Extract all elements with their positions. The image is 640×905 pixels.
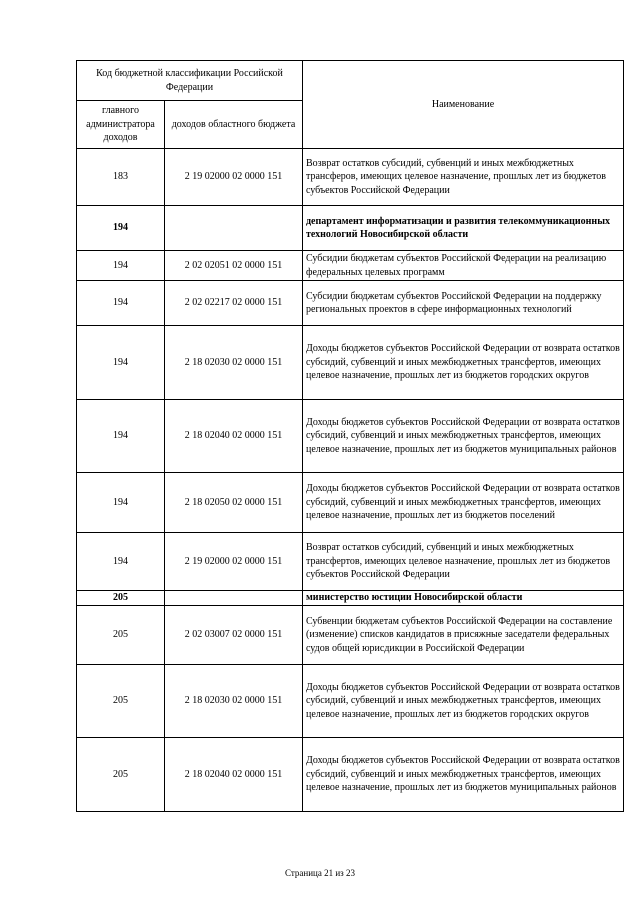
table-row bbox=[77, 251, 624, 281]
admin-code-cell: 194 bbox=[77, 473, 165, 533]
name-column-header: Наименование bbox=[303, 61, 624, 149]
admin-code-cell: 194 bbox=[77, 281, 165, 326]
revenue-code-cell: 2 18 02030 02 0000 151 bbox=[165, 665, 303, 738]
code-column-header: доходов областного бюджета bbox=[165, 101, 303, 149]
revenue-code-cell: 2 19 02000 02 0000 151 bbox=[165, 533, 303, 591]
table-row bbox=[77, 533, 624, 591]
revenue-code-cell bbox=[165, 206, 303, 251]
admin-code-cell: 205 bbox=[77, 606, 165, 665]
department-name-cell: департамент информатизации и развития телекоммуникационных технологий Новосибирской области bbox=[303, 206, 624, 251]
kbk-group-header: Код бюджетной классификации Российской Федерации bbox=[77, 61, 303, 101]
table-row bbox=[77, 606, 624, 665]
table-row bbox=[77, 326, 624, 400]
admin-code-cell: 183 bbox=[77, 149, 165, 206]
revenue-code-cell: 2 02 03007 02 0000 151 bbox=[165, 606, 303, 665]
table-body bbox=[77, 149, 624, 812]
admin-code-cell: 194 bbox=[77, 206, 165, 251]
revenue-code-cell: 2 19 02000 02 0000 151 bbox=[165, 149, 303, 206]
department-name-cell: министерство юстиции Новосибирской области bbox=[303, 591, 624, 606]
admin-code-cell: 194 bbox=[77, 251, 165, 281]
admin-code-cell: 205 bbox=[77, 665, 165, 738]
table-row-department bbox=[77, 591, 624, 606]
page-number-footer: Страница 21 из 23 bbox=[285, 868, 355, 878]
table-row bbox=[77, 281, 624, 326]
admin-code-cell: 194 bbox=[77, 326, 165, 400]
revenue-code-cell: 2 18 02050 02 0000 151 bbox=[165, 473, 303, 533]
revenue-code-cell bbox=[165, 591, 303, 606]
table-header bbox=[77, 61, 624, 149]
revenue-name-cell: Доходы бюджетов субъектов Российской Федерации от возврата остатков субсидий, субвенций и иных межбюджетных трансфертов, имеющих целевое назначение, прошлых лет из бюджетов поселений bbox=[303, 473, 624, 533]
revenue-name-cell: Доходы бюджетов субъектов Российской Федерации от возврата остатков субсидий, субвенций и иных межбюджетных трансфертов, имеющих целевое назначение, прошлых лет из бюджетов муниципальных районов bbox=[303, 738, 624, 812]
admin-column-header: главного администратора доходов bbox=[77, 101, 165, 149]
revenue-name-cell: Доходы бюджетов субъектов Российской Федерации от возврата остатков субсидий, субвенций и иных межбюджетных трансфертов, имеющих целевое назначение, прошлых лет из бюджетов муниципальных районов bbox=[303, 400, 624, 473]
revenue-name-cell: Возврат остатков субсидий, субвенций и иных межбюджетных трансферов, имеющих целевое назначение, прошлых лет из бюджетов субъектов Российской Федерации bbox=[303, 149, 624, 206]
table-row bbox=[77, 665, 624, 738]
revenue-name-cell: Доходы бюджетов субъектов Российской Федерации от возврата остатков субсидий, субвенций и иных межбюджетных трансфертов, имеющих целевое назначение, прошлых лет из бюджетов городских округов bbox=[303, 326, 624, 400]
revenue-name-cell: Субсидии бюджетам субъектов Российской Федерации на реализацию федеральных целевых программ bbox=[303, 251, 624, 281]
revenue-name-cell: Возврат остатков субсидий, субвенций и иных межбюджетных трансфертов, имеющих целевое назначение, прошлых лет из бюджетов субъектов Российской Федерации bbox=[303, 533, 624, 591]
revenue-code-cell: 2 02 02217 02 0000 151 bbox=[165, 281, 303, 326]
revenue-code-cell: 2 18 02030 02 0000 151 bbox=[165, 326, 303, 400]
admin-code-cell: 205 bbox=[77, 738, 165, 812]
revenue-name-cell: Субвенции бюджетам субъектов Российской Федерации на составление (изменение) списков кандидатов в присяжные заседатели федеральных судов общей юрисдикции в Российской Федерации bbox=[303, 606, 624, 665]
revenue-classification-table bbox=[76, 60, 624, 812]
revenue-code-cell: 2 02 02051 02 0000 151 bbox=[165, 251, 303, 281]
admin-code-cell: 194 bbox=[77, 533, 165, 591]
revenue-code-cell: 2 18 02040 02 0000 151 bbox=[165, 738, 303, 812]
table-row bbox=[77, 473, 624, 533]
table-row bbox=[77, 738, 624, 812]
table-row bbox=[77, 149, 624, 206]
revenue-name-cell: Субсидии бюджетам субъектов Российской Федерации на поддержку региональных проектов в сфере информационных технологий bbox=[303, 281, 624, 326]
table-row bbox=[77, 400, 624, 473]
revenue-name-cell: Доходы бюджетов субъектов Российской Федерации от возврата остатков субсидий, субвенций и иных межбюджетных трансфертов, имеющих целевое назначение, прошлых лет из бюджетов городских округов bbox=[303, 665, 624, 738]
admin-code-cell: 205 bbox=[77, 591, 165, 606]
revenue-code-cell: 2 18 02040 02 0000 151 bbox=[165, 400, 303, 473]
table-row-department bbox=[77, 206, 624, 251]
admin-code-cell: 194 bbox=[77, 400, 165, 473]
